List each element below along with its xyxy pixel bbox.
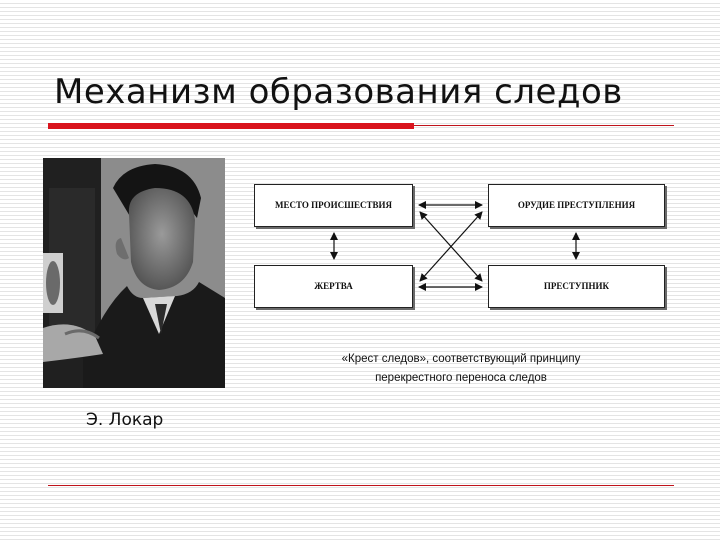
slide-title: Механизм образования следов [54, 72, 623, 112]
diagram-caption-line-1: «Крест следов», соответствующий принципу [341, 353, 581, 365]
photo-caption: Э. Локар [86, 410, 164, 430]
box-crime-scene: МЕСТО ПРОИСШЕСТВИЯ [254, 184, 413, 227]
diagram-caption [300, 350, 622, 388]
footer-rule [48, 485, 674, 486]
box-crime-tool: ОРУДИЕ ПРЕСТУПЛЕНИЯ [488, 184, 665, 227]
box-criminal: ПРЕСТУПНИК [488, 265, 665, 308]
box-victim: ЖЕРТВА [254, 265, 413, 308]
diagram-caption-line-2: перекрестного переноса следов [375, 372, 547, 384]
